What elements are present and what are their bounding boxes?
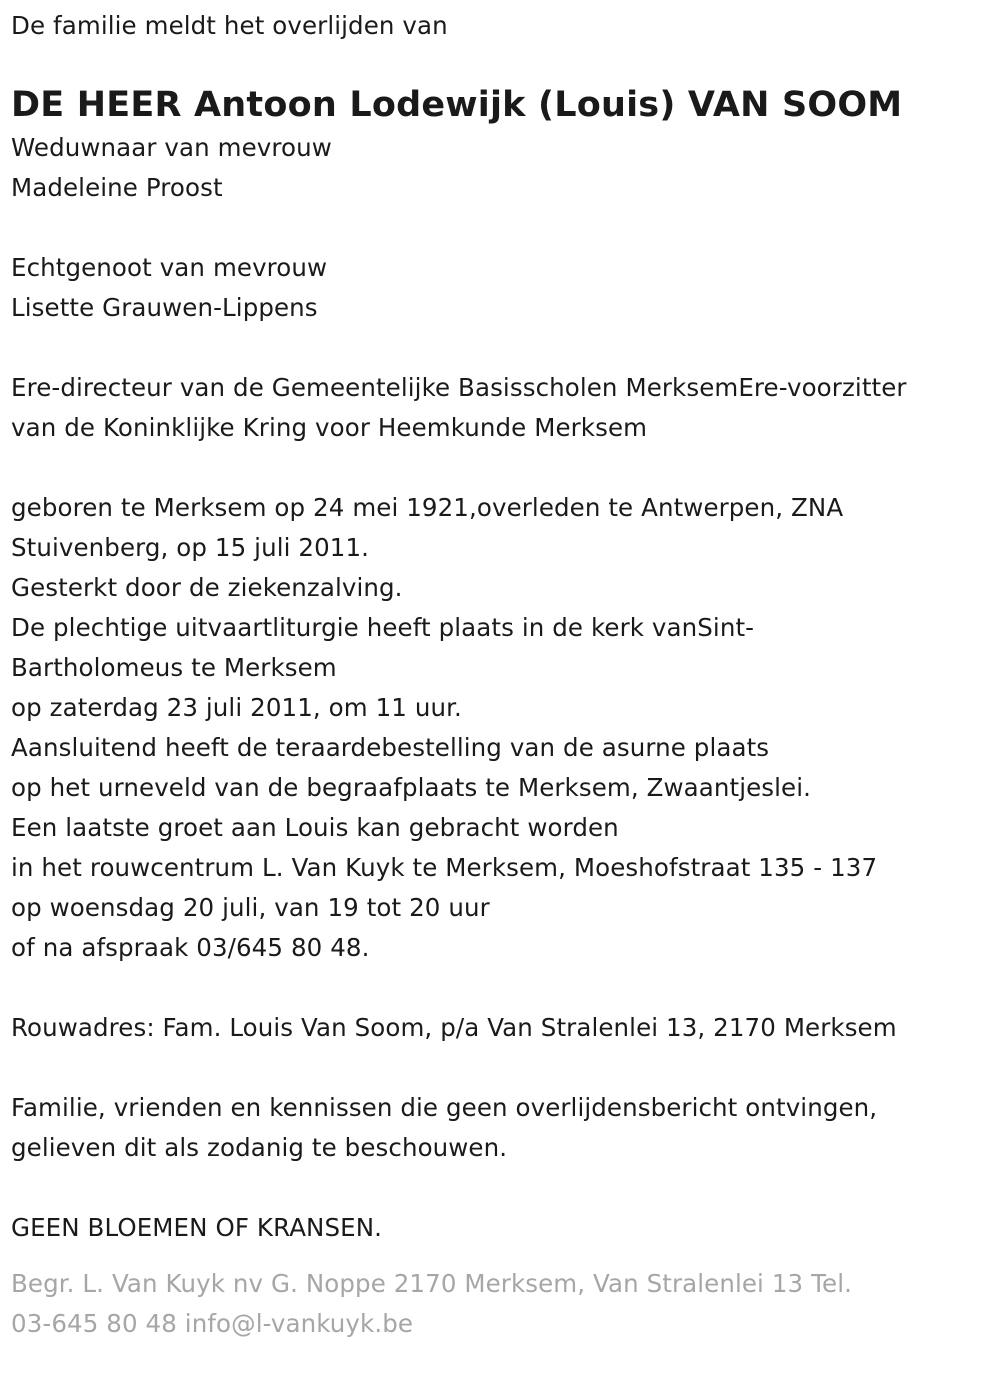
widower-name: Madeleine Proost [11, 173, 223, 202]
titles-section [11, 368, 991, 448]
title-line: Ere-directeur van de Gemeentelijke Basisscholen MerksemEre-voorzitter [11, 373, 907, 402]
spacer [11, 968, 991, 1008]
spouse-section [11, 248, 991, 328]
notice-section [11, 1088, 991, 1168]
detail-line: Gesterkt door de ziekenzalving. [11, 573, 403, 602]
detail-line: op het urneveld van de begraafplaats te Merksem, Zwaantjeslei. [11, 773, 812, 802]
spacer [11, 208, 991, 248]
detail-line: geboren te Merksem op 24 mei 1921,overleden te Antwerpen, ZNA [11, 493, 844, 522]
detail-line: Stuivenberg, op 15 juli 2011. [11, 533, 370, 562]
footer-line: Begr. L. Van Kuyk nv G. Noppe 2170 Merksem, Van Stralenlei 13 Tel. [11, 1269, 852, 1298]
detail-line: De plechtige uitvaartliturgie heeft plaats in de kerk vanSint- [11, 613, 755, 642]
title-line: van de Koninklijke Kring voor Heemkunde Merksem [11, 413, 648, 442]
spouse-label: Echtgenoot van mevrouw [11, 253, 328, 282]
funeral-home-footer [11, 1264, 991, 1344]
widower-section [11, 128, 991, 208]
spouse-name: Lisette Grauwen-Lippens [11, 293, 318, 322]
footer-line: 03-645 80 48 info@l-vankuyk.be [11, 1309, 414, 1338]
details-section [11, 488, 991, 968]
deceased-name: DE HEER Antoon Lodewijk (Louis) VAN SOOM [11, 85, 903, 125]
detail-line: Een laatste groet aan Louis kan gebracht worden [11, 813, 619, 842]
notice-line: gelieven dit als zodanig te beschouwen. [11, 1133, 508, 1162]
detail-line: Aansluitend heeft de teraardebestelling van de asurne plaats [11, 733, 770, 762]
intro-text: De familie meldt het overlijden van [11, 11, 448, 40]
detail-line: op zaterdag 23 juli 2011, om 11 uur. [11, 693, 462, 722]
spacer [11, 328, 991, 368]
widower-label: Weduwnaar van mevrouw [11, 133, 332, 162]
detail-line: Bartholomeus te Merksem [11, 653, 337, 682]
no-flowers-notice: GEEN BLOEMEN OF KRANSEN. [11, 1213, 383, 1242]
spacer [11, 1048, 991, 1088]
mourning-address: Rouwadres: Fam. Louis Van Soom, p/a Van Stralenlei 13, 2170 Merksem [11, 1013, 897, 1042]
obituary-document [11, 6, 991, 1344]
notice-line: Familie, vrienden en kennissen die geen overlijdensbericht ontvingen, [11, 1093, 878, 1122]
detail-line: of na afspraak 03/645 80 48. [11, 933, 370, 962]
spacer [11, 448, 991, 488]
detail-line: in het rouwcentrum L. Van Kuyk te Merksem, Moeshofstraat 135 - 137 [11, 853, 878, 882]
spacer [11, 1168, 991, 1208]
detail-line: op woensdag 20 juli, van 19 tot 20 uur [11, 893, 490, 922]
